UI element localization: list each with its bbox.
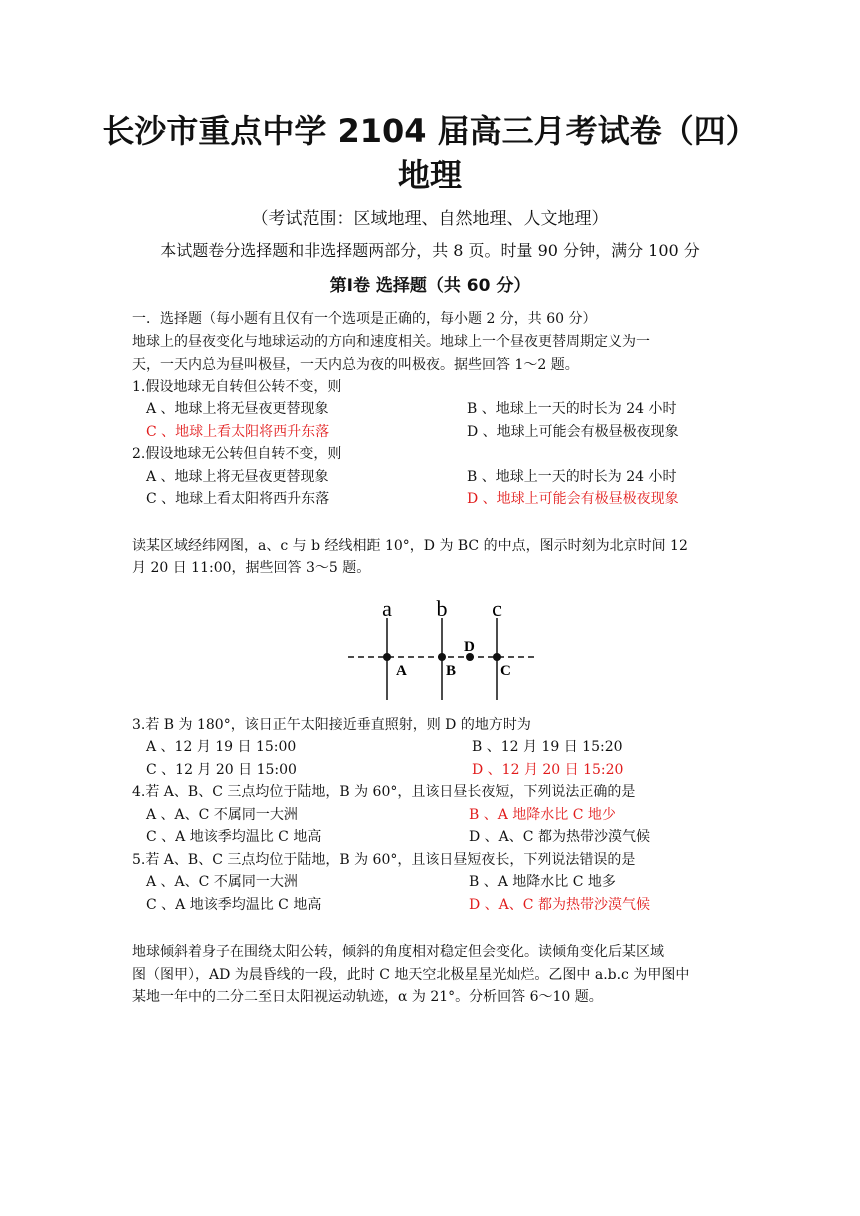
- option-b: B 、地球上一天的时长为 24 小时: [467, 401, 677, 417]
- option-c-answer: C 、地球上看太阳将西升东落: [146, 424, 330, 440]
- point-a-dot: [383, 653, 391, 661]
- option-a: A 、地球上将无昼夜更替现象: [146, 401, 329, 417]
- option-d-answer: D 、12 月 20 日 15:20: [472, 762, 624, 778]
- question-stem: 4.若 A、B、C 三点均位于陆地，B 为 60°，且该日昼长夜短，下列说法正确的是: [132, 784, 636, 800]
- exam-scope: （考试范围：区域地理、自然地理、人文地理）: [251, 209, 609, 229]
- option-d-answer: D 、A、C 都为热带沙漠气候: [469, 897, 650, 913]
- part-heading: 第Ⅰ卷 选择题（共 60 分）: [329, 276, 531, 296]
- passage-line: 地球倾斜着身子在围绕太阳公转，倾斜的角度相对稳定但会变化。读倾角变化后某区域: [132, 944, 664, 960]
- option-a: A 、12 月 19 日 15:00: [146, 739, 297, 755]
- option-b: B 、地球上一天的时长为 24 小时: [467, 469, 677, 485]
- point-label-a: A: [396, 663, 407, 679]
- passage-line: 读某区域经纬网图，a、c 与 b 经线相距 10°，D 为 BC 的中点，图示时刻为北京时间 12: [132, 538, 688, 554]
- question-stem: 1.假设地球无自转但公转不变，则: [132, 379, 342, 395]
- option-a: A 、地球上将无昼夜更替现象: [146, 469, 329, 485]
- option-c: C 、A 地该季均温比 C 地高: [146, 829, 322, 845]
- option-b-answer: B 、A 地降水比 C 地少: [469, 807, 616, 823]
- option-a: A 、A、C 不属同一大洲: [146, 874, 298, 890]
- point-label-b: B: [446, 663, 457, 679]
- exam-intro: 本试题卷分选择题和非选择题两部分，共 8 页。时量 90 分钟，满分 100 分: [160, 241, 700, 260]
- option-d: D 、地球上可能会有极昼极夜现象: [467, 424, 679, 440]
- option-c: C 、地球上看太阳将西升东落: [146, 491, 330, 507]
- option-a: A 、A、C 不属同一大洲: [146, 807, 298, 823]
- meridian-label-c: c: [492, 596, 502, 621]
- passage-line: 月 20 日 11:00，据些回答 3～5 题。: [132, 560, 371, 576]
- question-stem: 5.若 A、B、C 三点均位于陆地，B 为 60°，且该日昼短夜长，下列说法错误的是: [132, 852, 636, 868]
- question-stem: 2.假设地球无公转但自转不变，则: [132, 446, 342, 462]
- section-heading: 一．选择题（每小题有且仅有一个选项是正确的，每小题 2 分，共 60 分）: [132, 311, 597, 327]
- subject-title: 地理: [397, 156, 462, 194]
- option-c: C 、12 月 20 日 15:00: [146, 762, 297, 778]
- point-label-d: D: [464, 639, 475, 655]
- meridian-label-a: a: [382, 596, 392, 621]
- option-d-answer: D 、地球上可能会有极昼极夜现象: [467, 491, 679, 507]
- passage-line: 图（图甲），AD 为晨昏线的一段，此时 C 地天空北极星星光灿烂。乙图中 a.b.c 为甲图中: [132, 967, 690, 983]
- option-b: B 、12 月 19 日 15:20: [472, 739, 623, 755]
- exam-title: 长沙市重点中学 2104 届高三月考试卷（四）: [102, 112, 758, 150]
- point-c-dot: [493, 653, 501, 661]
- meridian-label-b: b: [436, 596, 448, 621]
- point-b-dot: [438, 653, 446, 661]
- option-c: C 、A 地该季均温比 C 地高: [146, 897, 322, 913]
- passage-line: 地球上的昼夜变化与地球运动的方向和速度相关。地球上一个昼夜更替周期定义为一: [132, 334, 650, 350]
- question-stem: 3.若 B 为 180°，该日正午太阳接近垂直照射，则 D 的地方时为: [132, 717, 531, 733]
- passage-line: 某地一年中的二分二至日太阳视运动轨迹，α 为 21°。分析回答 6～10 题。: [132, 989, 603, 1005]
- option-d: D 、A、C 都为热带沙漠气候: [469, 829, 650, 845]
- passage-line: 天，一天内总为昼叫极昼，一天内总为夜的叫极夜。据些回答 1～2 题。: [132, 357, 579, 373]
- point-label-c: C: [500, 663, 511, 679]
- graticule-figure: [340, 596, 540, 706]
- option-b: B 、A 地降水比 C 地多: [469, 874, 616, 890]
